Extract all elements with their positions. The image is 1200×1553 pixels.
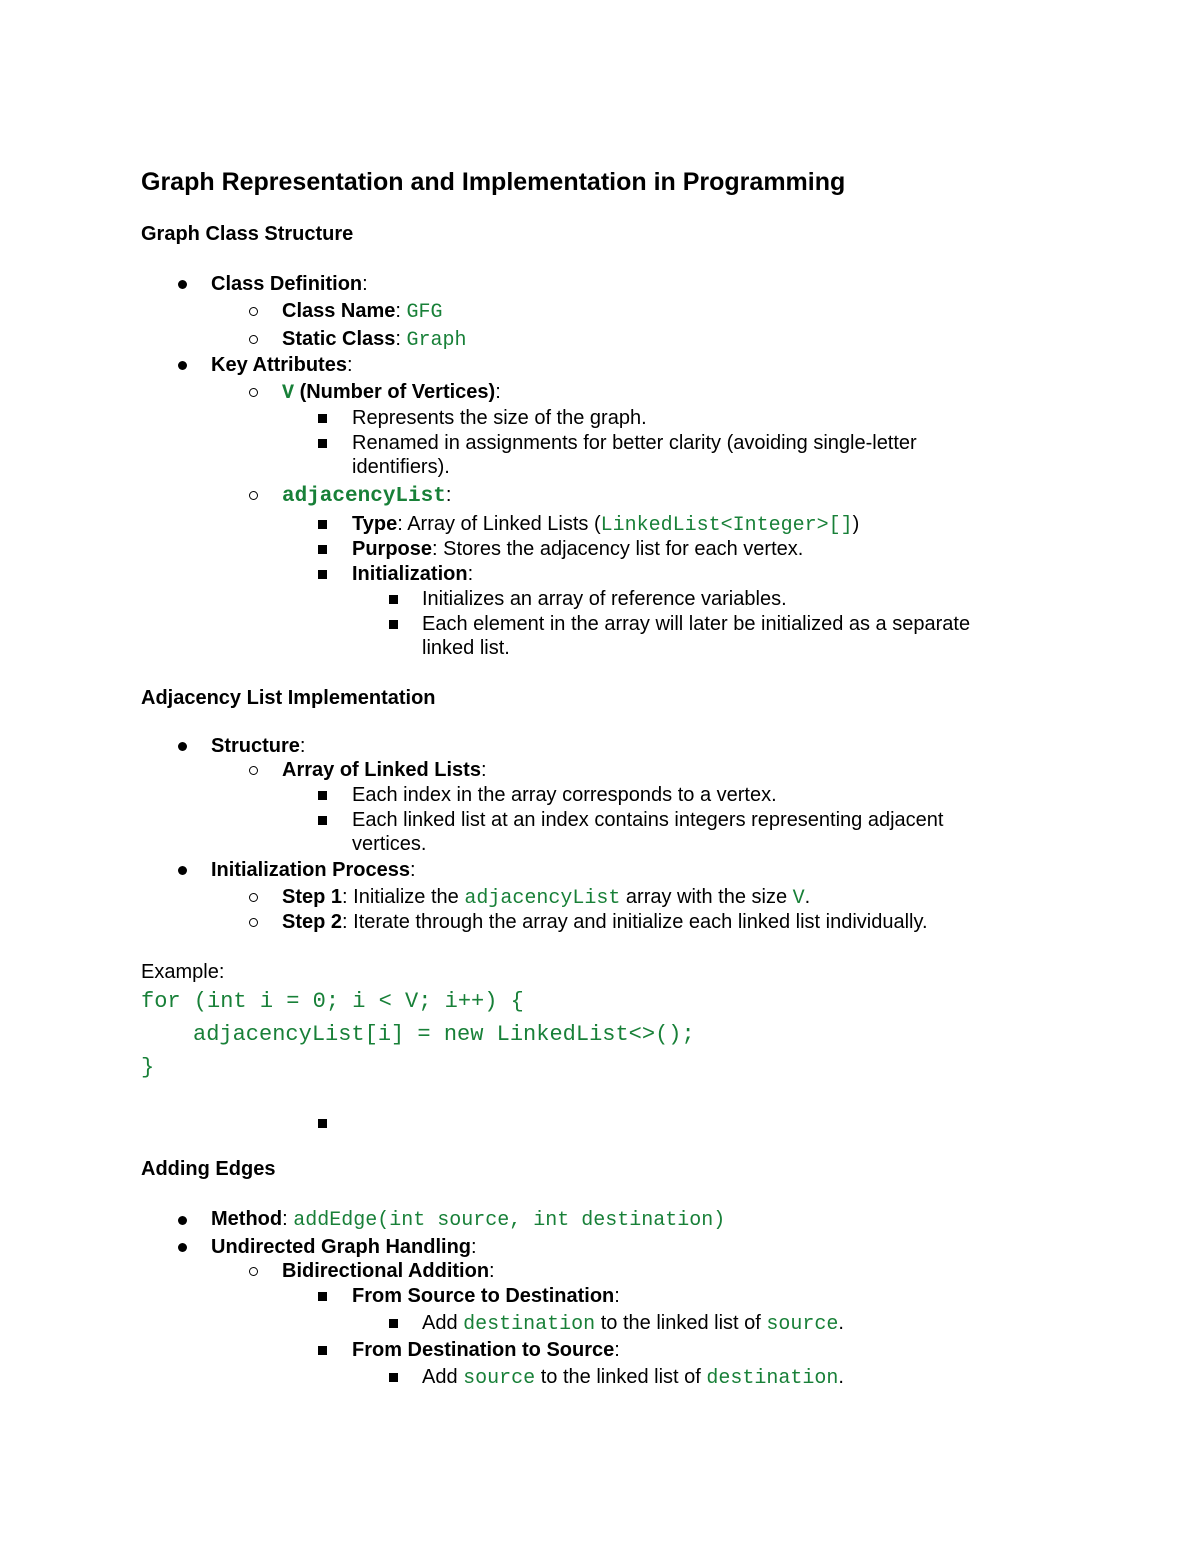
list-item: Purpose: Stores the adjacency list for each vertex. — [352, 538, 804, 560]
bullet-circle — [249, 335, 258, 344]
page-title: Graph Representation and Implementation in Programming — [141, 168, 846, 196]
section-heading-graph-class: Graph Class Structure — [141, 223, 354, 245]
bullet-disc — [178, 361, 187, 370]
list-item-continuation: linked list. — [422, 637, 510, 659]
bullet-square — [318, 520, 327, 529]
list-item: Each index in the array corresponds to a vertex. — [352, 784, 777, 806]
bullet-square — [318, 414, 327, 423]
bullet-square — [318, 439, 327, 448]
bullet-circle — [249, 893, 258, 902]
list-item: Each linked list at an index contains integers representing adjacent — [352, 809, 944, 831]
list-item: Add source to the linked list of destination. — [422, 1366, 844, 1390]
example-label: Example: — [141, 961, 225, 983]
list-item: Step 2: Iterate through the array and initialize each linked list individually. — [282, 911, 928, 933]
list-item: Type: Array of Linked Lists (LinkedList<Integer>[]) — [352, 513, 860, 537]
bullet-square — [389, 595, 398, 604]
code-line: } — [141, 1055, 155, 1080]
bullet-circle — [249, 766, 258, 775]
list-item: Initializes an array of reference variables. — [422, 588, 787, 610]
bullet-circle — [249, 918, 258, 927]
list-item: Method: addEdge(int source, int destination) — [211, 1208, 726, 1232]
list-item: Add destination to the linked list of source. — [422, 1312, 844, 1336]
list-item: Array of Linked Lists: — [282, 759, 487, 781]
bullet-disc — [178, 280, 187, 289]
bullet-circle — [249, 388, 258, 397]
section-heading-adjacency-list: Adjacency List Implementation — [141, 687, 436, 709]
list-item: Class Definition: — [211, 273, 368, 295]
bullet-square — [318, 1346, 327, 1355]
list-item-continuation: identifiers). — [352, 456, 450, 478]
list-item: Structure: — [211, 735, 306, 757]
bullet-circle — [249, 491, 258, 500]
list-item: Key Attributes: — [211, 354, 353, 376]
code-line: adjacencyList[i] = new LinkedList<>(); — [193, 1022, 695, 1047]
section-heading-adding-edges: Adding Edges — [141, 1158, 276, 1180]
list-item: Static Class: Graph — [282, 328, 467, 352]
list-item: Initialization Process: — [211, 859, 416, 881]
bullet-circle — [249, 1267, 258, 1276]
list-item: adjacencyList: — [282, 484, 452, 508]
bullet-disc — [178, 1243, 187, 1252]
bullet-disc — [178, 1216, 187, 1225]
list-item-continuation: vertices. — [352, 833, 427, 855]
bullet-square — [318, 791, 327, 800]
bullet-square — [318, 816, 327, 825]
bullet-disc — [178, 866, 187, 875]
list-item: Bidirectional Addition: — [282, 1260, 495, 1282]
list-item: V (Number of Vertices): — [282, 381, 501, 405]
bullet-circle — [249, 307, 258, 316]
list-item: Initialization: — [352, 563, 474, 585]
list-item: Represents the size of the graph. — [352, 407, 647, 429]
bullet-square — [318, 1292, 327, 1301]
list-item: Step 1: Initialize the adjacencyList array with the size V. — [282, 886, 811, 910]
list-item: From Source to Destination: — [352, 1285, 620, 1307]
list-item: Undirected Graph Handling: — [211, 1236, 477, 1258]
list-item: Class Name: GFG — [282, 300, 443, 324]
bullet-square — [389, 1373, 398, 1382]
bullet-square — [318, 570, 327, 579]
code-line: for (int i = 0; i < V; i++) { — [141, 989, 524, 1014]
list-item: Renamed in assignments for better clarity (avoiding single-letter — [352, 432, 917, 454]
bullet-disc — [178, 742, 187, 751]
bullet-square — [318, 545, 327, 554]
bullet-square — [318, 1119, 327, 1128]
bullet-square — [389, 1319, 398, 1328]
bullet-square — [389, 620, 398, 629]
list-item: From Destination to Source: — [352, 1339, 620, 1361]
list-item: Each element in the array will later be initialized as a separate — [422, 613, 971, 635]
